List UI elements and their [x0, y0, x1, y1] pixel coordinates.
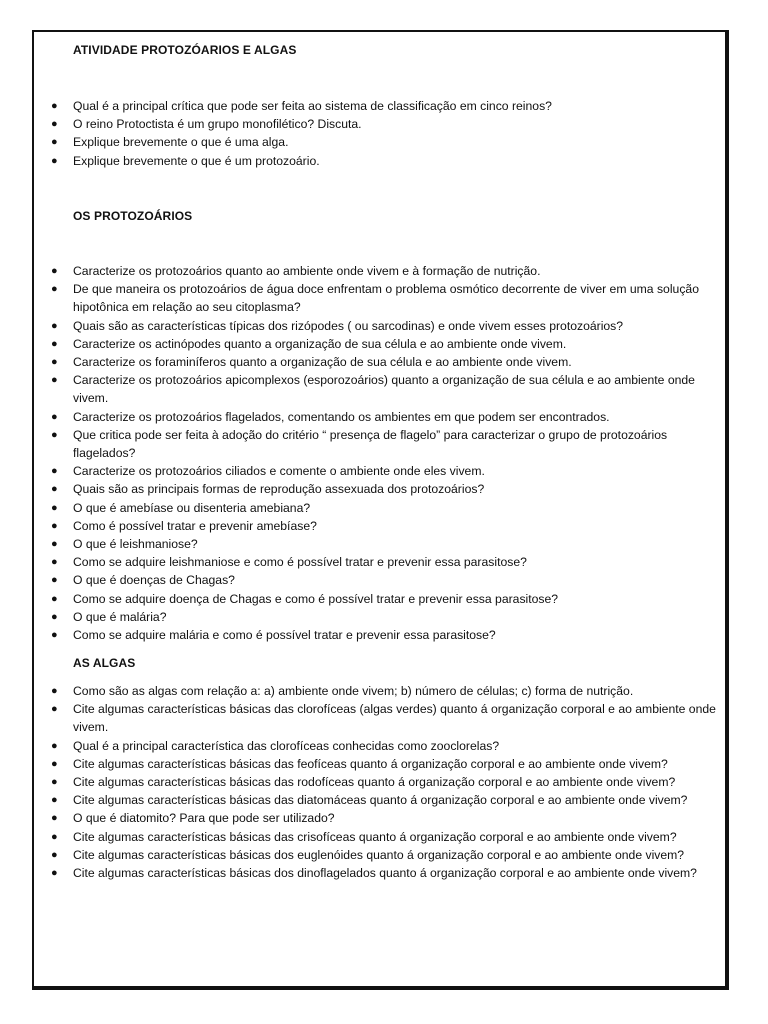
list-item: ● Que critica pode ser feita à adoção do critério “ presença de flagelo” para caracterizar o grupo de protozoários flagelados?: [51, 427, 668, 461]
list-item: ● Caracterize os protozoários apicomplexos (esporozoários) quanto a organização de sua célula e ao ambiente onde vivem.: [51, 373, 695, 406]
bullet-icon: ●: [51, 374, 58, 387]
list-item: ● Caracterize os protozoários flagelados, comentando os ambientes em que podem ser encontrados.: [0, 408, 713, 426]
bullet-icon: ●: [51, 136, 58, 149]
bullet-icon: ●: [51, 848, 58, 861]
bullet-icon: ●: [51, 830, 58, 843]
section-title-protozoarios: OS PROTOZOÁRIOS: [73, 209, 193, 223]
bullet-icon: ●: [51, 610, 58, 623]
section-title-algas: AS ALGAS: [73, 656, 136, 670]
list-item: ● Cite algumas características básicas das crisofíceas quanto á organização corporal e ao ambiente onde vivem?: [0, 828, 713, 846]
section-title-atividade: ATIVIDADE PROTOZÓARIOS E ALGAS: [73, 43, 297, 57]
list-item: ● Como se adquire doença de Chagas e como é possível tratar e prevenir essa parasitose?: [0, 590, 713, 608]
list-item: ● Como é possível tratar e prevenir amebíase?: [0, 517, 713, 535]
list-item: ● Caracterize os protozoários ciliados e comente o ambiente onde eles vivem.: [0, 462, 713, 480]
bullet-icon: ●: [51, 118, 58, 131]
list-item: ● O que é malária?: [0, 608, 713, 626]
atividade-question-list: [0, 97, 713, 170]
list-item: ● Caracterize os actinópodes quanto a organização de sua célula e ao ambiente onde vivem.: [0, 335, 713, 353]
bullet-icon: ●: [51, 592, 58, 605]
bullet-icon: ●: [51, 812, 58, 825]
bullet-icon: ●: [51, 337, 58, 350]
protozoarios-question-list: [0, 262, 713, 644]
list-item: ● Cite algumas características básicas dos dinoflagelados quanto á organização corporal e ao ambiente onde vivem?: [0, 864, 713, 882]
list-item: ● O que é leishmaniose?: [0, 535, 713, 553]
list-item: ● O reino Protoctista é um grupo monofilético? Discuta.: [0, 115, 713, 133]
bullet-icon: ●: [51, 556, 58, 569]
bullet-icon: ●: [51, 356, 58, 369]
bullet-icon: ●: [51, 283, 58, 296]
bullet-icon: ●: [51, 265, 58, 277]
list-item: ● Cite algumas características básicas das clorofíceas (algas verdes) quanto á organização corporal e ao ambiente onde vivem.: [51, 702, 716, 735]
bullet-icon: ●: [51, 483, 58, 496]
bullet-icon: ●: [51, 867, 58, 880]
list-item: ● Qual é a principal crítica que pode ser feita ao sistema de classificação em cinco reinos?: [0, 97, 713, 115]
list-item: ● O que é amebíase ou disenteria amebiana?: [0, 499, 713, 517]
list-item: ● De que maneira os protozoários de água doce enfrentam o problema osmótico decorrente de viver em uma solução hipotônica em relação ao seu citoplasma?: [51, 282, 699, 315]
bullet-icon: ●: [51, 574, 58, 587]
bullet-icon: ●: [51, 319, 58, 332]
list-item: ● Quais são as características típicas dos rizópodes ( ou sarcodinas) e onde vivem esses protozoários?: [0, 317, 713, 335]
bullet-icon: ●: [51, 100, 58, 112]
algas-question-list: [0, 682, 716, 882]
bullet-icon: ●: [51, 794, 58, 807]
list-item: ● Como são as algas com relação a: a) ambiente onde vivem; b) número de células; c) forma de nutrição.: [0, 682, 713, 700]
bullet-icon: ●: [51, 465, 58, 478]
list-item: ● Qual é a principal característica das clorofíceas conhecidas como zooclorelas?: [0, 737, 713, 755]
bullet-icon: ●: [51, 501, 58, 514]
bullet-icon: ●: [51, 519, 58, 532]
list-item: ● Cite algumas características básicas das diatomáceas quanto á organização corporal e ao ambiente onde vivem?: [0, 791, 713, 809]
bullet-icon: ●: [51, 776, 58, 789]
list-item: ● O que é diatomito? Para que pode ser utilizado?: [0, 809, 713, 827]
bullet-icon: ●: [51, 739, 58, 752]
bullet-icon: ●: [51, 703, 58, 716]
list-item: ● O que é doenças de Chagas?: [0, 571, 713, 589]
bullet-icon: ●: [51, 757, 58, 770]
list-item: ● Como se adquire malária e como é possível tratar e prevenir essa parasitose?: [0, 626, 713, 644]
bullet-icon: ●: [51, 629, 58, 642]
bullet-icon: ●: [51, 154, 58, 167]
list-item: ● Explique brevemente o que é um protozoário.: [0, 152, 713, 170]
list-item: ● Explique brevemente o que é uma alga.: [0, 133, 713, 151]
bullet-icon: ●: [51, 685, 58, 697]
list-item: ● Cite algumas características básicas das feofíceas quanto á organização corporal e ao ambiente onde vivem?: [0, 755, 713, 773]
list-item: ● Cite algumas características básicas das rodofíceas quanto á organização corporal e ao ambiente onde vivem?: [0, 773, 713, 791]
list-item: ● Caracterize os protozoários quanto ao ambiente onde vivem e à formação de nutrição.: [0, 262, 713, 280]
list-item: ● Como se adquire leishmaniose e como é possível tratar e prevenir essa parasitose?: [0, 553, 713, 571]
list-item: ● Cite algumas características básicas dos euglenóides quanto á organização corporal e ao ambiente onde vivem?: [0, 846, 713, 864]
bullet-icon: ●: [51, 538, 58, 551]
list-item: ● Quais são as principais formas de reprodução assexuada dos protozoários?: [0, 480, 713, 498]
bullet-icon: ●: [51, 410, 58, 423]
list-item: ● Caracterize os foraminíferos quanto a organização de sua célula e ao ambiente onde vivem.: [0, 353, 713, 371]
bullet-icon: ●: [51, 428, 58, 441]
